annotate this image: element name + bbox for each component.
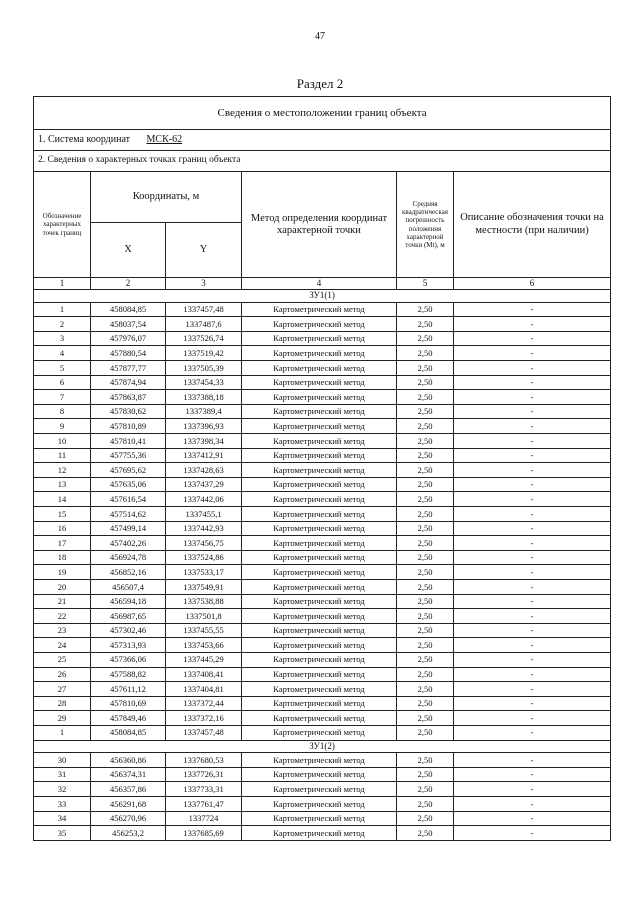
header-y: Y	[166, 223, 242, 278]
cell-point-id: 7	[34, 390, 91, 405]
cell-y: 1337549,91	[166, 579, 242, 594]
cell-method: Картометрический метод	[242, 448, 397, 463]
header-description: Описание обозначения точки на местности (при наличии)	[454, 172, 611, 278]
cell-y: 1337453,66	[166, 638, 242, 653]
cell-point-id: 24	[34, 638, 91, 653]
cell-x: 457863,87	[91, 390, 166, 405]
cell-description: -	[454, 811, 611, 826]
cell-method: Картометрический метод	[242, 565, 397, 580]
cell-x: 456507,4	[91, 579, 166, 594]
cell-point-id: 27	[34, 682, 91, 697]
cell-description: -	[454, 725, 611, 740]
cell-method: Картометрический метод	[242, 753, 397, 768]
cell-point-id: 16	[34, 521, 91, 536]
header-method: Метод определения координат характерной точки	[242, 172, 397, 278]
cell-error: 2,50	[397, 463, 454, 478]
cell-y: 1337538,88	[166, 594, 242, 609]
cell-method: Картометрический метод	[242, 521, 397, 536]
cell-description: -	[454, 826, 611, 841]
header-x: X	[91, 223, 166, 278]
cell-description: -	[454, 796, 611, 811]
cell-x: 457635,06	[91, 477, 166, 492]
table-row	[34, 667, 611, 682]
cell-y: 1337388,18	[166, 390, 242, 405]
cell-x: 456291,68	[91, 796, 166, 811]
cell-method: Картометрический метод	[242, 682, 397, 697]
column-number: 4	[242, 278, 397, 290]
table-row	[34, 767, 611, 782]
column-number: 3	[166, 278, 242, 290]
cell-point-id: 2	[34, 317, 91, 332]
cell-y: 1337372,16	[166, 711, 242, 726]
table-row	[34, 796, 611, 811]
cell-x: 457313,93	[91, 638, 166, 653]
column-numbers-row	[34, 278, 611, 290]
cell-y: 1337526,74	[166, 331, 242, 346]
cell-method: Картометрический метод	[242, 419, 397, 434]
cell-description: -	[454, 667, 611, 682]
cell-error: 2,50	[397, 652, 454, 667]
cell-y: 1337398,34	[166, 434, 242, 449]
table-row	[34, 565, 611, 580]
table-row	[34, 550, 611, 565]
cell-method: Картометрический метод	[242, 609, 397, 624]
cell-method: Картометрический метод	[242, 507, 397, 522]
cell-point-id: 15	[34, 507, 91, 522]
page-number: 47	[315, 31, 325, 42]
table-row	[34, 361, 611, 376]
table-row	[34, 448, 611, 463]
cell-error: 2,50	[397, 811, 454, 826]
cell-description: -	[454, 536, 611, 551]
cell-x: 457877,77	[91, 361, 166, 376]
cell-method: Картометрический метод	[242, 463, 397, 478]
cell-method: Картометрический метод	[242, 696, 397, 711]
cell-y: 1337404,81	[166, 682, 242, 697]
cell-point-id: 1	[34, 725, 91, 740]
cell-point-id: 31	[34, 767, 91, 782]
cell-point-id: 10	[34, 434, 91, 449]
cell-error: 2,50	[397, 375, 454, 390]
cell-description: -	[454, 753, 611, 768]
table-row	[34, 652, 611, 667]
cell-method: Картометрический метод	[242, 623, 397, 638]
cell-description: -	[454, 448, 611, 463]
group-name: ЗУ1(1)	[34, 290, 611, 303]
cell-error: 2,50	[397, 796, 454, 811]
cell-error: 2,50	[397, 521, 454, 536]
cell-description: -	[454, 609, 611, 624]
cell-description: -	[454, 404, 611, 419]
cell-point-id: 23	[34, 623, 91, 638]
cell-description: -	[454, 375, 611, 390]
cell-error: 2,50	[397, 638, 454, 653]
table-row	[34, 623, 611, 638]
cell-y: 1337680,53	[166, 753, 242, 768]
cell-description: -	[454, 550, 611, 565]
cell-description: -	[454, 419, 611, 434]
table-row	[34, 536, 611, 551]
cell-method: Картометрический метод	[242, 811, 397, 826]
cell-x: 457588,82	[91, 667, 166, 682]
cell-y: 1337724	[166, 811, 242, 826]
cell-method: Картометрический метод	[242, 826, 397, 841]
cell-method: Картометрический метод	[242, 550, 397, 565]
cell-point-id: 19	[34, 565, 91, 580]
cell-x: 457755,36	[91, 448, 166, 463]
cell-description: -	[454, 390, 611, 405]
cell-error: 2,50	[397, 782, 454, 797]
cell-y: 1337442,93	[166, 521, 242, 536]
table-row	[34, 375, 611, 390]
cell-y: 1337428,63	[166, 463, 242, 478]
cell-point-id: 34	[34, 811, 91, 826]
column-number: 2	[91, 278, 166, 290]
cell-method: Картометрический метод	[242, 594, 397, 609]
header-error: Средняя квадратическая погрешность положения характерной точки (Mt), м	[397, 172, 454, 278]
table-row	[34, 594, 611, 609]
cell-method: Картометрический метод	[242, 782, 397, 797]
table-row	[34, 696, 611, 711]
cell-method: Картометрический метод	[242, 767, 397, 782]
cell-y: 1337455,55	[166, 623, 242, 638]
cell-error: 2,50	[397, 565, 454, 580]
cell-error: 2,50	[397, 507, 454, 522]
cell-x: 456924,78	[91, 550, 166, 565]
cell-description: -	[454, 638, 611, 653]
cell-x: 457514,62	[91, 507, 166, 522]
column-number: 5	[397, 278, 454, 290]
cell-y: 1337733,31	[166, 782, 242, 797]
cell-y: 1337442,06	[166, 492, 242, 507]
cell-x: 457611,12	[91, 682, 166, 697]
cell-x: 456357,86	[91, 782, 166, 797]
cell-description: -	[454, 521, 611, 536]
cell-x: 457810,41	[91, 434, 166, 449]
group-row	[34, 290, 611, 303]
cell-error: 2,50	[397, 317, 454, 332]
header-row-1	[34, 172, 611, 223]
cell-point-id: 21	[34, 594, 91, 609]
column-number: 1	[34, 278, 91, 290]
cell-x: 457874,94	[91, 375, 166, 390]
table-title-row	[34, 97, 611, 130]
table-row	[34, 346, 611, 361]
coord-system-cell	[34, 130, 611, 151]
cell-point-id: 14	[34, 492, 91, 507]
coord-system-label: 1. Система координат	[38, 134, 131, 145]
cell-x: 456852,16	[91, 565, 166, 580]
cell-error: 2,50	[397, 404, 454, 419]
cell-x: 457830,62	[91, 404, 166, 419]
cell-description: -	[454, 696, 611, 711]
table-row	[34, 507, 611, 522]
cell-error: 2,50	[397, 346, 454, 361]
cell-description: -	[454, 507, 611, 522]
cell-error: 2,50	[397, 302, 454, 317]
cell-error: 2,50	[397, 331, 454, 346]
cell-y: 1337445,29	[166, 652, 242, 667]
cell-description: -	[454, 579, 611, 594]
cell-description: -	[454, 565, 611, 580]
cell-y: 1337437,29	[166, 477, 242, 492]
cell-x: 457366,06	[91, 652, 166, 667]
cell-x: 456374,31	[91, 767, 166, 782]
cell-point-id: 11	[34, 448, 91, 463]
group-name: ЗУ1(2)	[34, 740, 611, 753]
table-title: Сведения о местоположении границ объекта	[34, 97, 611, 130]
table-row	[34, 419, 611, 434]
cell-y: 1337761,47	[166, 796, 242, 811]
cell-y: 1337457,48	[166, 725, 242, 740]
cell-point-id: 1	[34, 302, 91, 317]
cell-error: 2,50	[397, 767, 454, 782]
table-row	[34, 317, 611, 332]
cell-description: -	[454, 623, 611, 638]
cell-y: 1337505,39	[166, 361, 242, 376]
cell-description: -	[454, 492, 611, 507]
cell-method: Картометрический метод	[242, 375, 397, 390]
cell-x: 458037,54	[91, 317, 166, 332]
cell-x: 457810,89	[91, 419, 166, 434]
cell-method: Картометрический метод	[242, 404, 397, 419]
cell-error: 2,50	[397, 594, 454, 609]
cell-point-id: 8	[34, 404, 91, 419]
cell-x: 457976,07	[91, 331, 166, 346]
cell-x: 458084,85	[91, 725, 166, 740]
cell-description: -	[454, 331, 611, 346]
cell-error: 2,50	[397, 361, 454, 376]
cell-point-id: 13	[34, 477, 91, 492]
cell-y: 1337454,33	[166, 375, 242, 390]
cell-y: 1337372,44	[166, 696, 242, 711]
cell-description: -	[454, 682, 611, 697]
cell-description: -	[454, 477, 611, 492]
cell-point-id: 26	[34, 667, 91, 682]
cell-point-id: 12	[34, 463, 91, 478]
cell-x: 458084,85	[91, 302, 166, 317]
cell-error: 2,50	[397, 682, 454, 697]
cell-y: 1337501,8	[166, 609, 242, 624]
cell-error: 2,50	[397, 550, 454, 565]
cell-method: Картометрический метод	[242, 536, 397, 551]
table-row	[34, 434, 611, 449]
cell-method: Картометрический метод	[242, 579, 397, 594]
table-row	[34, 331, 611, 346]
cell-x: 456594,18	[91, 594, 166, 609]
table-row	[34, 711, 611, 726]
header-designation: Обозначение характерных точек границ	[34, 172, 91, 278]
cell-error: 2,50	[397, 390, 454, 405]
section-title: Раздел 2	[296, 76, 344, 91]
cell-method: Картометрический метод	[242, 638, 397, 653]
cell-method: Картометрический метод	[242, 361, 397, 376]
cell-method: Картометрический метод	[242, 477, 397, 492]
cell-point-id: 32	[34, 782, 91, 797]
cell-method: Картометрический метод	[242, 390, 397, 405]
cell-point-id: 3	[34, 331, 91, 346]
cell-point-id: 22	[34, 609, 91, 624]
cell-method: Картометрический метод	[242, 434, 397, 449]
table-row	[34, 811, 611, 826]
cell-method: Картометрический метод	[242, 317, 397, 332]
cell-error: 2,50	[397, 725, 454, 740]
cell-error: 2,50	[397, 711, 454, 726]
cell-point-id: 33	[34, 796, 91, 811]
cell-x: 457616,54	[91, 492, 166, 507]
table-row	[34, 782, 611, 797]
cell-point-id: 35	[34, 826, 91, 841]
cell-point-id: 5	[34, 361, 91, 376]
table-row	[34, 826, 611, 841]
table-row	[34, 638, 611, 653]
cell-x: 457810,69	[91, 696, 166, 711]
cell-x: 456270,96	[91, 811, 166, 826]
cell-point-id: 18	[34, 550, 91, 565]
cell-point-id: 20	[34, 579, 91, 594]
table-row	[34, 521, 611, 536]
cell-description: -	[454, 346, 611, 361]
cell-x: 457849,46	[91, 711, 166, 726]
cell-description: -	[454, 434, 611, 449]
cell-method: Картометрический метод	[242, 331, 397, 346]
cell-y: 1337389,4	[166, 404, 242, 419]
cell-error: 2,50	[397, 579, 454, 594]
cell-point-id: 25	[34, 652, 91, 667]
table-row	[34, 463, 611, 478]
cell-y: 1337487,6	[166, 317, 242, 332]
cell-x: 456253,2	[91, 826, 166, 841]
cell-error: 2,50	[397, 753, 454, 768]
cell-error: 2,50	[397, 419, 454, 434]
cell-description: -	[454, 463, 611, 478]
cell-point-id: 9	[34, 419, 91, 434]
cell-method: Картометрический метод	[242, 652, 397, 667]
cell-method: Картометрический метод	[242, 725, 397, 740]
table-row	[34, 404, 611, 419]
header-coords: Координаты, м	[91, 172, 242, 223]
table-row	[34, 477, 611, 492]
cell-error: 2,50	[397, 536, 454, 551]
cell-x: 457499,14	[91, 521, 166, 536]
points-title-row	[34, 151, 611, 172]
cell-method: Картометрический метод	[242, 667, 397, 682]
cell-error: 2,50	[397, 609, 454, 624]
column-number: 6	[454, 278, 611, 290]
cell-y: 1337685,69	[166, 826, 242, 841]
cell-y: 1337519,42	[166, 346, 242, 361]
cell-y: 1337726,31	[166, 767, 242, 782]
cell-y: 1337524,86	[166, 550, 242, 565]
points-title: 2. Сведения о характерных точках границ объекта	[34, 151, 611, 172]
table-row	[34, 492, 611, 507]
cell-error: 2,50	[397, 477, 454, 492]
cell-y: 1337396,93	[166, 419, 242, 434]
cell-y: 1337456,75	[166, 536, 242, 551]
cell-description: -	[454, 767, 611, 782]
cell-error: 2,50	[397, 696, 454, 711]
table-row	[34, 609, 611, 624]
cell-description: -	[454, 782, 611, 797]
table-row	[34, 753, 611, 768]
cell-x: 457880,54	[91, 346, 166, 361]
table-row	[34, 390, 611, 405]
cell-description: -	[454, 594, 611, 609]
group-row	[34, 740, 611, 753]
cell-x: 457402,26	[91, 536, 166, 551]
cell-x: 456987,65	[91, 609, 166, 624]
cell-error: 2,50	[397, 826, 454, 841]
cell-method: Картометрический метод	[242, 492, 397, 507]
cell-point-id: 29	[34, 711, 91, 726]
cell-x: 457302,46	[91, 623, 166, 638]
cell-method: Картометрический метод	[242, 346, 397, 361]
cell-description: -	[454, 302, 611, 317]
cell-method: Картометрический метод	[242, 711, 397, 726]
table-row	[34, 302, 611, 317]
cell-error: 2,50	[397, 448, 454, 463]
table-row	[34, 579, 611, 594]
cell-y: 1337455,1	[166, 507, 242, 522]
coord-system-row	[34, 130, 611, 151]
table-row	[34, 682, 611, 697]
boundary-points-table	[33, 96, 611, 841]
cell-description: -	[454, 652, 611, 667]
cell-point-id: 6	[34, 375, 91, 390]
cell-y: 1337412,91	[166, 448, 242, 463]
cell-point-id: 28	[34, 696, 91, 711]
cell-error: 2,50	[397, 623, 454, 638]
cell-description: -	[454, 711, 611, 726]
table-row	[34, 725, 611, 740]
cell-point-id: 4	[34, 346, 91, 361]
cell-y: 1337533,17	[166, 565, 242, 580]
cell-point-id: 30	[34, 753, 91, 768]
cell-x: 457695,62	[91, 463, 166, 478]
cell-error: 2,50	[397, 434, 454, 449]
cell-y: 1337457,48	[166, 302, 242, 317]
cell-description: -	[454, 361, 611, 376]
cell-error: 2,50	[397, 492, 454, 507]
cell-point-id: 17	[34, 536, 91, 551]
cell-x: 456360,86	[91, 753, 166, 768]
coord-system-value: МСК-62	[146, 134, 183, 145]
cell-error: 2,50	[397, 667, 454, 682]
cell-method: Картометрический метод	[242, 302, 397, 317]
cell-description: -	[454, 317, 611, 332]
cell-y: 1337408,41	[166, 667, 242, 682]
cell-method: Картометрический метод	[242, 796, 397, 811]
